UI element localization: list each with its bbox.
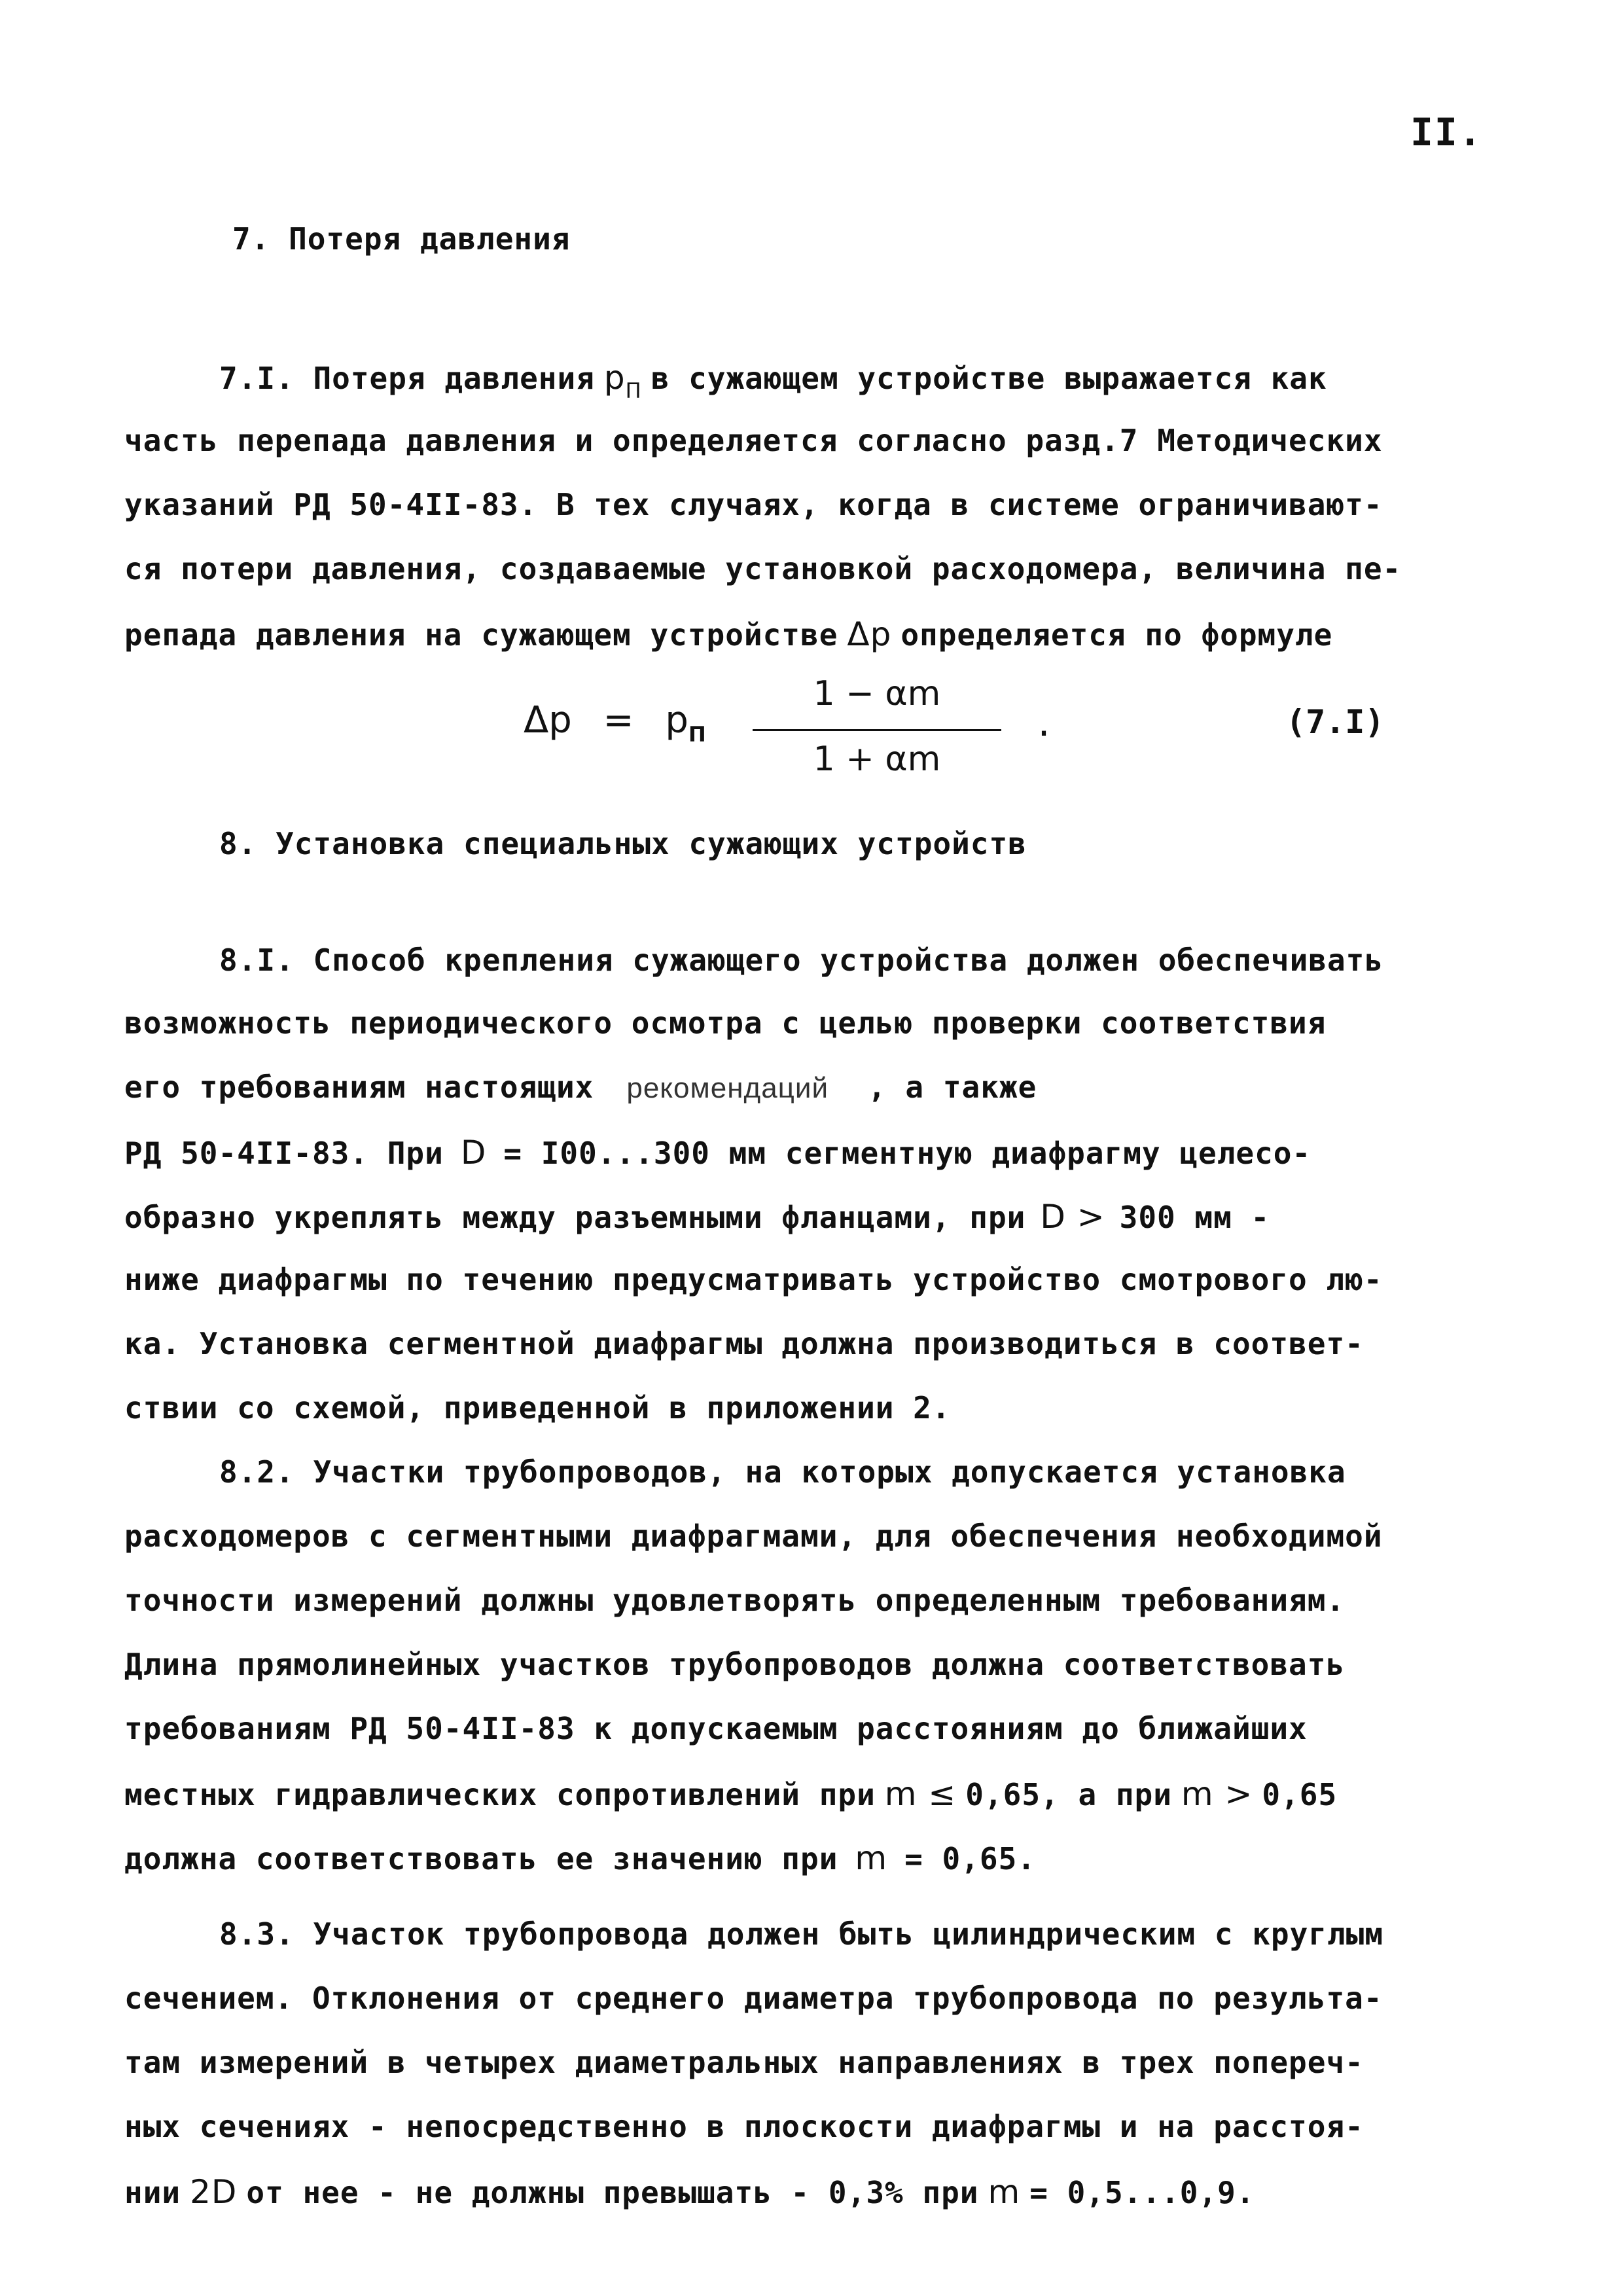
text-run: , а также: [868, 1069, 1037, 1105]
text-line: ствии со схемой, приведенной в приложении 2.: [124, 1390, 951, 1426]
text-run: нии: [124, 2175, 181, 2210]
text-line: [124, 615, 1332, 653]
text-line: 8.3. Участок трубопровода должен быть цилиндрическим с круглым: [219, 1916, 1384, 1952]
text-line: [124, 1069, 1037, 1105]
fraction-bar: [753, 729, 1001, 731]
text-run: от нее - не должны превышать - 0,3% при: [246, 2175, 979, 2210]
text-run: РД 50-4II-83. При: [124, 1136, 444, 1171]
pressure-loss-symbol: [604, 359, 642, 403]
text-line: [124, 1839, 1036, 1877]
text-run: = 0,5...0,9.: [1029, 2175, 1255, 2210]
text-line: [219, 359, 1327, 403]
text-line: указаний РД 50-4II-83. В тех случаях, когда в системе ограничивают-: [124, 487, 1383, 522]
text-line: ных сечениях - непосредственно в плоскости диафрагмы и на расстоя-: [124, 2109, 1364, 2144]
formula-fraction: [753, 674, 1001, 805]
text-line: требованиям РД 50-4II-83 к допускаемым расстояниям до ближайших: [124, 1711, 1308, 1746]
text-line: расходомеров с сегментными диафрагмами, для обеспечения необходимой: [124, 1518, 1383, 1554]
text-line: возможность периодического осмотра с целью проверки соответствия: [124, 1005, 1327, 1041]
text-run: = 0,65.: [904, 1841, 1036, 1876]
text-line: 8.I. Способ крепления сужающего устройства должен обеспечивать: [219, 942, 1384, 978]
ratio-symbol: m: [988, 2173, 1021, 2211]
ratio-symbol: m >: [1181, 1775, 1253, 1813]
text-line: ниже диафрагмы по течению предусматривать устройство смотрового лю-: [124, 1262, 1383, 1297]
formula-lhs: [524, 699, 706, 747]
text-run: 7.I. Потеря давления: [219, 361, 595, 396]
text-line: сечением. Отклонения от среднего диаметра трубопровода по результа-: [124, 1981, 1383, 2016]
text-line: часть перепада давления и определяется согласно разд.7 Методических: [124, 423, 1383, 458]
ratio-symbol: m: [855, 1839, 888, 1877]
formula-p: p: [665, 699, 688, 742]
text-run: 0,65, а при: [965, 1777, 1172, 1812]
text-run: 300 мм -: [1119, 1200, 1270, 1235]
text-run: образно укреплять между разъемными фланцами, при: [124, 1200, 1026, 1235]
pressure-drop-symbol: Δp: [847, 615, 892, 653]
text-line: Длина прямолинейных участков трубопроводов должна соответствовать: [124, 1647, 1346, 1682]
formula-dot: .: [1034, 706, 1054, 744]
text-line: 8.2. Участки трубопроводов, на которых допускается установка: [219, 1454, 1346, 1490]
inserted-text: рекомендаций: [626, 1072, 829, 1104]
text-run: = I00...300 мм сегментную диафрагму целесо-: [503, 1136, 1311, 1171]
text-run: репада давления на сужающем устройстве: [124, 617, 838, 653]
text-line: [124, 2173, 1255, 2211]
text-run: должна соответствовать ее значению при: [124, 1841, 838, 1876]
text-line: [124, 1775, 1337, 1813]
page-number: II.: [1410, 110, 1483, 154]
text-run: определяется по формуле: [901, 617, 1333, 653]
formula-numerator: 1 − αm: [813, 674, 941, 713]
diameter-symbol: D: [460, 1134, 487, 1172]
section-8-heading: 8. Установка специальных сужающих устройств: [219, 826, 1027, 861]
text-line: ка. Установка сегментной диафрагмы должна производиться в соответ-: [124, 1326, 1364, 1361]
diameter-symbol: D >: [1040, 1198, 1105, 1236]
text-run: 0,65: [1262, 1777, 1338, 1812]
formula-denominator: 1 + αm: [813, 740, 941, 779]
text-run: местных гидравлических сопротивлений при: [124, 1777, 876, 1812]
formula-dp: Δp: [524, 699, 572, 742]
text-line: [124, 1134, 1311, 1172]
text-line: там измерений в четырех диаметральных направлениях в трех попереч-: [124, 2045, 1364, 2080]
text-line: [124, 1198, 1270, 1236]
formula-label: (7.I): [1286, 703, 1385, 741]
distance-symbol: 2D: [190, 2173, 238, 2211]
symbol-subscript: П: [625, 378, 642, 403]
text-line: точности измерений должны удовлетворять определенным требованиям.: [124, 1583, 1346, 1618]
text-run: его требованиям настоящих: [124, 1069, 594, 1105]
section-7-heading: 7. Потеря давления: [232, 221, 571, 257]
text-run: в сужающем устройстве выражается как: [651, 361, 1327, 396]
formula-equals: =: [603, 699, 634, 742]
formula-p-subscript: П: [688, 722, 706, 747]
text-line: ся потери давления, создаваемые установкой расходомера, величина пе-: [124, 551, 1402, 586]
symbol-base: p: [603, 359, 626, 397]
ratio-symbol: m ≤: [884, 1775, 957, 1813]
formula-7-1: [517, 674, 1433, 805]
